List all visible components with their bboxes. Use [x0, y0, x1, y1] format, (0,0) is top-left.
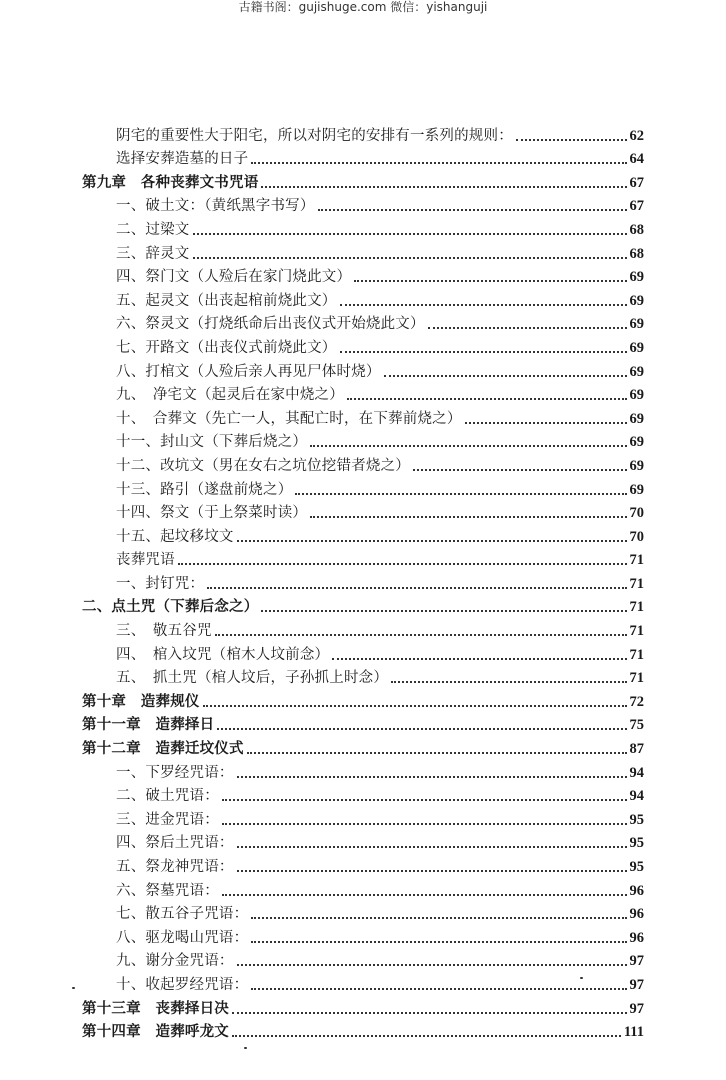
- toc-chapter-row[interactable]: [0, 995, 726, 1019]
- dot-leader: [193, 257, 627, 259]
- dot-leader: [310, 516, 626, 518]
- toc-entry-title: 丧葬咒语: [116, 552, 175, 569]
- toc-page-number: 97: [629, 953, 644, 970]
- toc-page-number: 69: [629, 316, 644, 333]
- toc-page-number: 69: [629, 363, 644, 380]
- toc-entry-title: 第十四章 造葬呼龙文: [82, 1023, 229, 1041]
- dot-leader: [340, 351, 627, 353]
- toc-entry-row[interactable]: [0, 523, 726, 547]
- toc-entry-title: 三、进金咒语：: [116, 811, 219, 828]
- toc-entry-title: 五、 抓土咒（棺人坟后，子孙抓上时念）: [116, 670, 389, 687]
- toc-chapter-row[interactable]: [0, 1019, 726, 1043]
- toc-entry-title: 十二、改坑文（男在女右之坑位挖错者烧之）: [116, 457, 410, 474]
- toc-entry-title: 二、点土咒（下葬后念之）: [82, 598, 259, 616]
- toc-entry-title: 十、 合葬文（先亡一人，其配亡时，在下葬前烧之）: [116, 410, 462, 427]
- toc-entry-title: 十三、路引（遂盘前烧之）: [116, 481, 293, 498]
- toc-page-number: 95: [629, 835, 644, 852]
- toc-entry-title: 二、破土咒语：: [116, 788, 219, 805]
- toc-entry-title: 一、破土文：（黄纸黑字书写）: [116, 198, 315, 215]
- toc-entry-row[interactable]: [0, 264, 726, 288]
- dot-leader: [215, 634, 627, 636]
- toc-entry-row[interactable]: [0, 617, 726, 641]
- toc-page-number: 64: [629, 151, 644, 168]
- toc-entry-row[interactable]: [0, 216, 726, 240]
- toc-entry-row[interactable]: [0, 122, 726, 146]
- dot-leader: [232, 1035, 621, 1037]
- dot-leader: [251, 162, 626, 164]
- toc-entry-title: 七、散五谷子咒语：: [116, 906, 249, 923]
- toc-entry-title: 第十章 造葬规仪: [82, 692, 200, 710]
- toc-page-number: 67: [629, 198, 644, 215]
- toc-entry-title: 四、祭门文（人殓后在家门烧此文）: [116, 269, 352, 286]
- toc-entry-title: 阴宅的重要性大于阳宅，所以对阴宅的安排有一系列的规则：: [116, 127, 513, 144]
- dot-leader: [217, 728, 626, 730]
- toc-page-number: 69: [629, 269, 644, 286]
- dot-leader: [193, 233, 627, 235]
- dot-leader: [237, 540, 627, 542]
- toc-chapter-row[interactable]: [0, 735, 726, 759]
- dot-leader: [237, 964, 627, 966]
- toc-entry-row[interactable]: [0, 570, 726, 594]
- toc-page-number: 69: [629, 339, 644, 356]
- dot-leader: [247, 752, 627, 754]
- toc-page-number: 72: [629, 693, 644, 710]
- toc-entry-title: 第十三章 丧葬择日决: [82, 999, 229, 1017]
- toc-page-number: 96: [629, 906, 644, 923]
- toc-entry-row[interactable]: [0, 334, 726, 358]
- toc-entry-title: 第十一章 造葬择日: [82, 716, 215, 734]
- toc-page-number: 71: [629, 646, 644, 663]
- toc-entry-title: 十四、祭文（于上祭菜时读）: [116, 505, 308, 522]
- toc-page-number: 96: [629, 882, 644, 899]
- toc-page-number: 67: [629, 174, 644, 191]
- dot-leader: [222, 823, 627, 825]
- dot-leader: [516, 139, 627, 141]
- toc-entry-row[interactable]: [0, 901, 726, 925]
- dot-leader: [237, 870, 627, 872]
- toc-entry-row[interactable]: [0, 853, 726, 877]
- toc-page-number: 68: [629, 221, 644, 238]
- toc-entry-row[interactable]: [0, 948, 726, 972]
- toc-entry-row[interactable]: [0, 452, 726, 476]
- toc-page-number: 71: [629, 623, 644, 640]
- toc-page-number: 69: [629, 292, 644, 309]
- toc-page-number: 62: [629, 127, 644, 144]
- toc-entry-row[interactable]: [0, 405, 726, 429]
- dot-leader: [261, 610, 626, 612]
- toc-page-number: 71: [629, 552, 644, 569]
- toc-entry-title: 二、过梁文: [116, 221, 190, 238]
- toc-entry-title: 一、下罗经咒语：: [116, 764, 234, 781]
- toc-chapter-row[interactable]: [0, 594, 726, 618]
- toc-entry-row[interactable]: [0, 547, 726, 571]
- toc-entry-title: 九、谢分金咒语：: [116, 953, 234, 970]
- toc-entry-title: 四、祭后土咒语：: [116, 835, 234, 852]
- toc-chapter-row[interactable]: [0, 688, 726, 712]
- dot-leader: [318, 209, 627, 211]
- toc-page-number: 71: [629, 575, 644, 592]
- toc-entry-title: 四、 棺入坟咒（棺木人坟前念）: [116, 646, 330, 663]
- dot-leader: [251, 988, 626, 990]
- toc-entry-title: 十五、起坟移坟文: [116, 528, 234, 545]
- toc-entry-title: 八、打棺文（人殓后亲人再见尸体时烧）: [116, 363, 381, 380]
- dot-leader: [203, 705, 627, 707]
- toc-page-number: 87: [629, 741, 644, 758]
- dot-leader: [222, 799, 627, 801]
- toc-entry-row[interactable]: [0, 924, 726, 948]
- dot-leader: [232, 1012, 627, 1014]
- toc-page-number: 111: [623, 1024, 644, 1041]
- toc-entry-row[interactable]: [0, 382, 726, 406]
- toc-chapter-row[interactable]: [0, 712, 726, 736]
- toc-page-number: 97: [629, 976, 644, 993]
- toc-entry-title: 三、 敬五谷咒: [116, 623, 212, 640]
- toc-entry-row[interactable]: [0, 877, 726, 901]
- toc-entry-title: 十、收起罗经咒语：: [116, 976, 249, 993]
- toc-entry-title: 七、开路文（出丧仪式前烧此文）: [116, 339, 337, 356]
- toc-entry-title: 八、驱龙喝山咒语：: [116, 929, 249, 946]
- dot-leader: [251, 917, 626, 919]
- toc-entry-row[interactable]: [0, 146, 726, 170]
- toc-page-number: 96: [629, 929, 644, 946]
- dot-leader: [310, 445, 626, 447]
- toc-entry-title: 一、封钉咒：: [116, 575, 205, 592]
- toc-entry-row[interactable]: [0, 665, 726, 689]
- toc-page-number: 70: [629, 528, 644, 545]
- dot-leader: [237, 846, 627, 848]
- dot-leader: [428, 327, 627, 329]
- toc-entry-title: 十一、封山文（下葬后烧之）: [116, 434, 308, 451]
- toc-entry-row[interactable]: [0, 759, 726, 783]
- toc-entry-row[interactable]: [0, 806, 726, 830]
- toc-page-number: 69: [629, 434, 644, 451]
- table-of-contents: [0, 122, 726, 1042]
- dot-leader: [413, 469, 627, 471]
- dot-leader: [178, 563, 627, 565]
- toc-entry-row[interactable]: [0, 193, 726, 217]
- toc-page-number: 95: [629, 811, 644, 828]
- toc-page-number: 68: [629, 245, 644, 262]
- dot-leader: [237, 776, 627, 778]
- dot-leader: [384, 375, 627, 377]
- toc-entry-title: 六、祭灵文（打烧纸命后出丧仪式开始烧此文）: [116, 316, 425, 333]
- dot-leader: [207, 587, 626, 589]
- dot-leader: [391, 681, 626, 683]
- dot-leader: [465, 422, 627, 424]
- toc-page-number: 69: [629, 387, 644, 404]
- dot-leader: [222, 894, 627, 896]
- toc-chapter-row[interactable]: [0, 169, 726, 193]
- toc-page-number: 94: [629, 788, 644, 805]
- scan-speck: [580, 977, 583, 979]
- toc-entry-title: 选择安葬造墓的日子: [116, 151, 249, 168]
- dot-leader: [251, 941, 626, 943]
- dot-leader: [340, 304, 627, 306]
- toc-entry-row[interactable]: [0, 830, 726, 854]
- toc-page-number: 70: [629, 505, 644, 522]
- toc-page-number: 69: [629, 410, 644, 427]
- dot-leader: [332, 658, 626, 660]
- scan-speck: [244, 1047, 247, 1049]
- toc-entry-row[interactable]: [0, 783, 726, 807]
- toc-page-number: 97: [629, 1000, 644, 1017]
- dot-leader: [261, 186, 626, 188]
- toc-entry-row[interactable]: [0, 641, 726, 665]
- toc-entry-row[interactable]: [0, 287, 726, 311]
- toc-entry-row[interactable]: [0, 500, 726, 524]
- toc-page-number: 71: [629, 599, 644, 616]
- toc-entry-row[interactable]: [0, 240, 726, 264]
- toc-page-number: 94: [629, 764, 644, 781]
- toc-page-number: 71: [629, 670, 644, 687]
- toc-entry-title: 五、起灵文（出丧起棺前烧此文）: [116, 292, 337, 309]
- toc-entry-row[interactable]: [0, 358, 726, 382]
- toc-entry-title: 第九章 各种丧葬文书咒语: [82, 173, 259, 191]
- toc-entry-row[interactable]: [0, 971, 726, 995]
- toc-entry-title: 六、祭墓咒语：: [116, 882, 219, 899]
- dot-leader: [295, 493, 626, 495]
- toc-page-number: 95: [629, 859, 644, 875]
- toc-entry-title: 九、 净宅文（起灵后在家中烧之）: [116, 387, 344, 404]
- toc-entry-row[interactable]: [0, 476, 726, 500]
- toc-entry-title: 三、辞灵文: [116, 245, 190, 262]
- scan-speck: [72, 987, 75, 989]
- toc-entry-title: 五、祭龙神咒语：: [116, 859, 234, 875]
- dot-leader: [347, 398, 627, 400]
- toc-page-number: 75: [629, 717, 644, 734]
- toc-page-number: 69: [629, 457, 644, 474]
- toc-entry-title: 第十二章 造葬迁坟仪式: [82, 740, 244, 758]
- toc-page-number: 69: [629, 481, 644, 498]
- toc-entry-row[interactable]: [0, 311, 726, 335]
- watermark-text: 古籍书阁：gujishuge.com 微信：yishanguji: [238, 0, 488, 14]
- dot-leader: [354, 280, 626, 282]
- toc-entry-row[interactable]: [0, 429, 726, 453]
